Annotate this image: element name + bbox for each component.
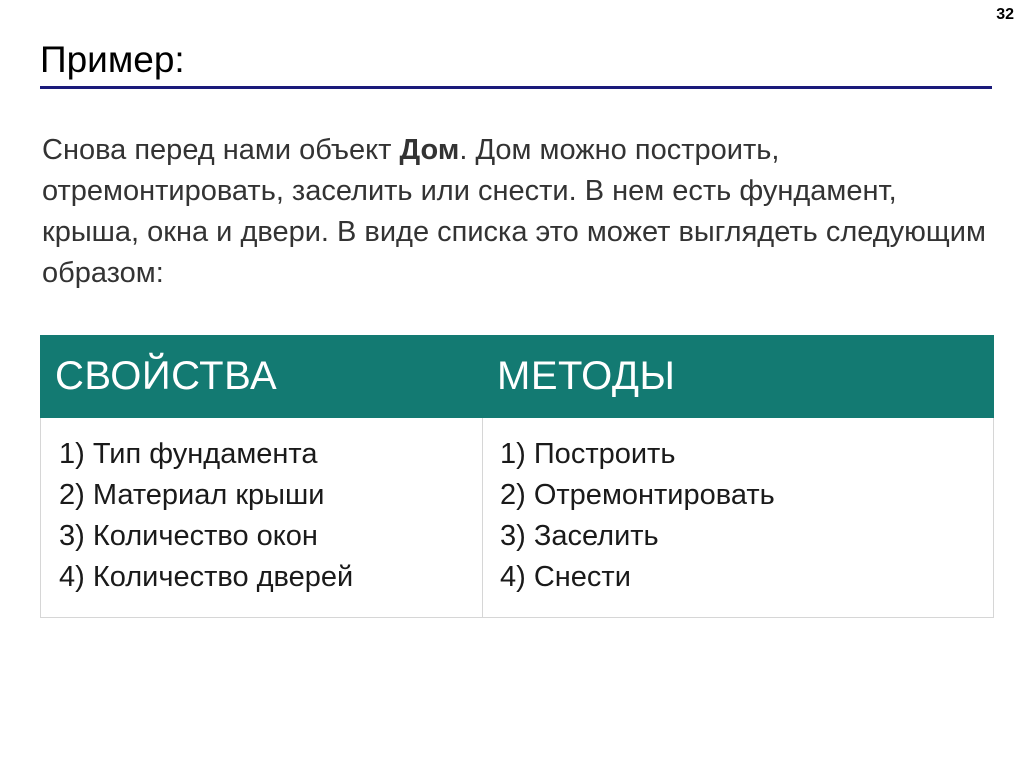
page-number: 32 xyxy=(996,6,1014,23)
intro-text-start: Снова перед нами объект xyxy=(42,134,400,166)
intro-text-end: . Дом можно построить, отремонтировать, заселить или снести. В нем есть фундамент, крыша, окна и двери. В виде списка это может выглядеть следующим образом: xyxy=(42,134,986,289)
properties-list-item: 3) Количество окон xyxy=(59,520,318,552)
properties-list xyxy=(59,434,353,598)
methods-list-item: 4) Снести xyxy=(500,561,631,593)
intro-bold-object: Дом xyxy=(399,134,460,166)
table-header-row xyxy=(40,335,994,418)
properties-list-item: 2) Материал крыши xyxy=(59,479,325,511)
properties-header: СВОЙСТВА xyxy=(55,354,278,398)
column-divider xyxy=(482,418,483,617)
methods-list xyxy=(500,434,775,598)
properties-methods-table xyxy=(40,335,994,618)
methods-list-item: 3) Заселить xyxy=(500,520,659,552)
methods-list-item: 2) Отремонтировать xyxy=(500,479,775,511)
intro-paragraph xyxy=(42,130,992,294)
properties-list-item: 4) Количество дверей xyxy=(59,561,354,593)
properties-list-item: 1) Тип фундамента xyxy=(59,438,318,470)
slide-title: Пример: xyxy=(40,39,185,80)
title-underline xyxy=(40,86,992,89)
methods-header: МЕТОДЫ xyxy=(497,354,676,398)
methods-list-item: 1) Построить xyxy=(500,438,676,470)
